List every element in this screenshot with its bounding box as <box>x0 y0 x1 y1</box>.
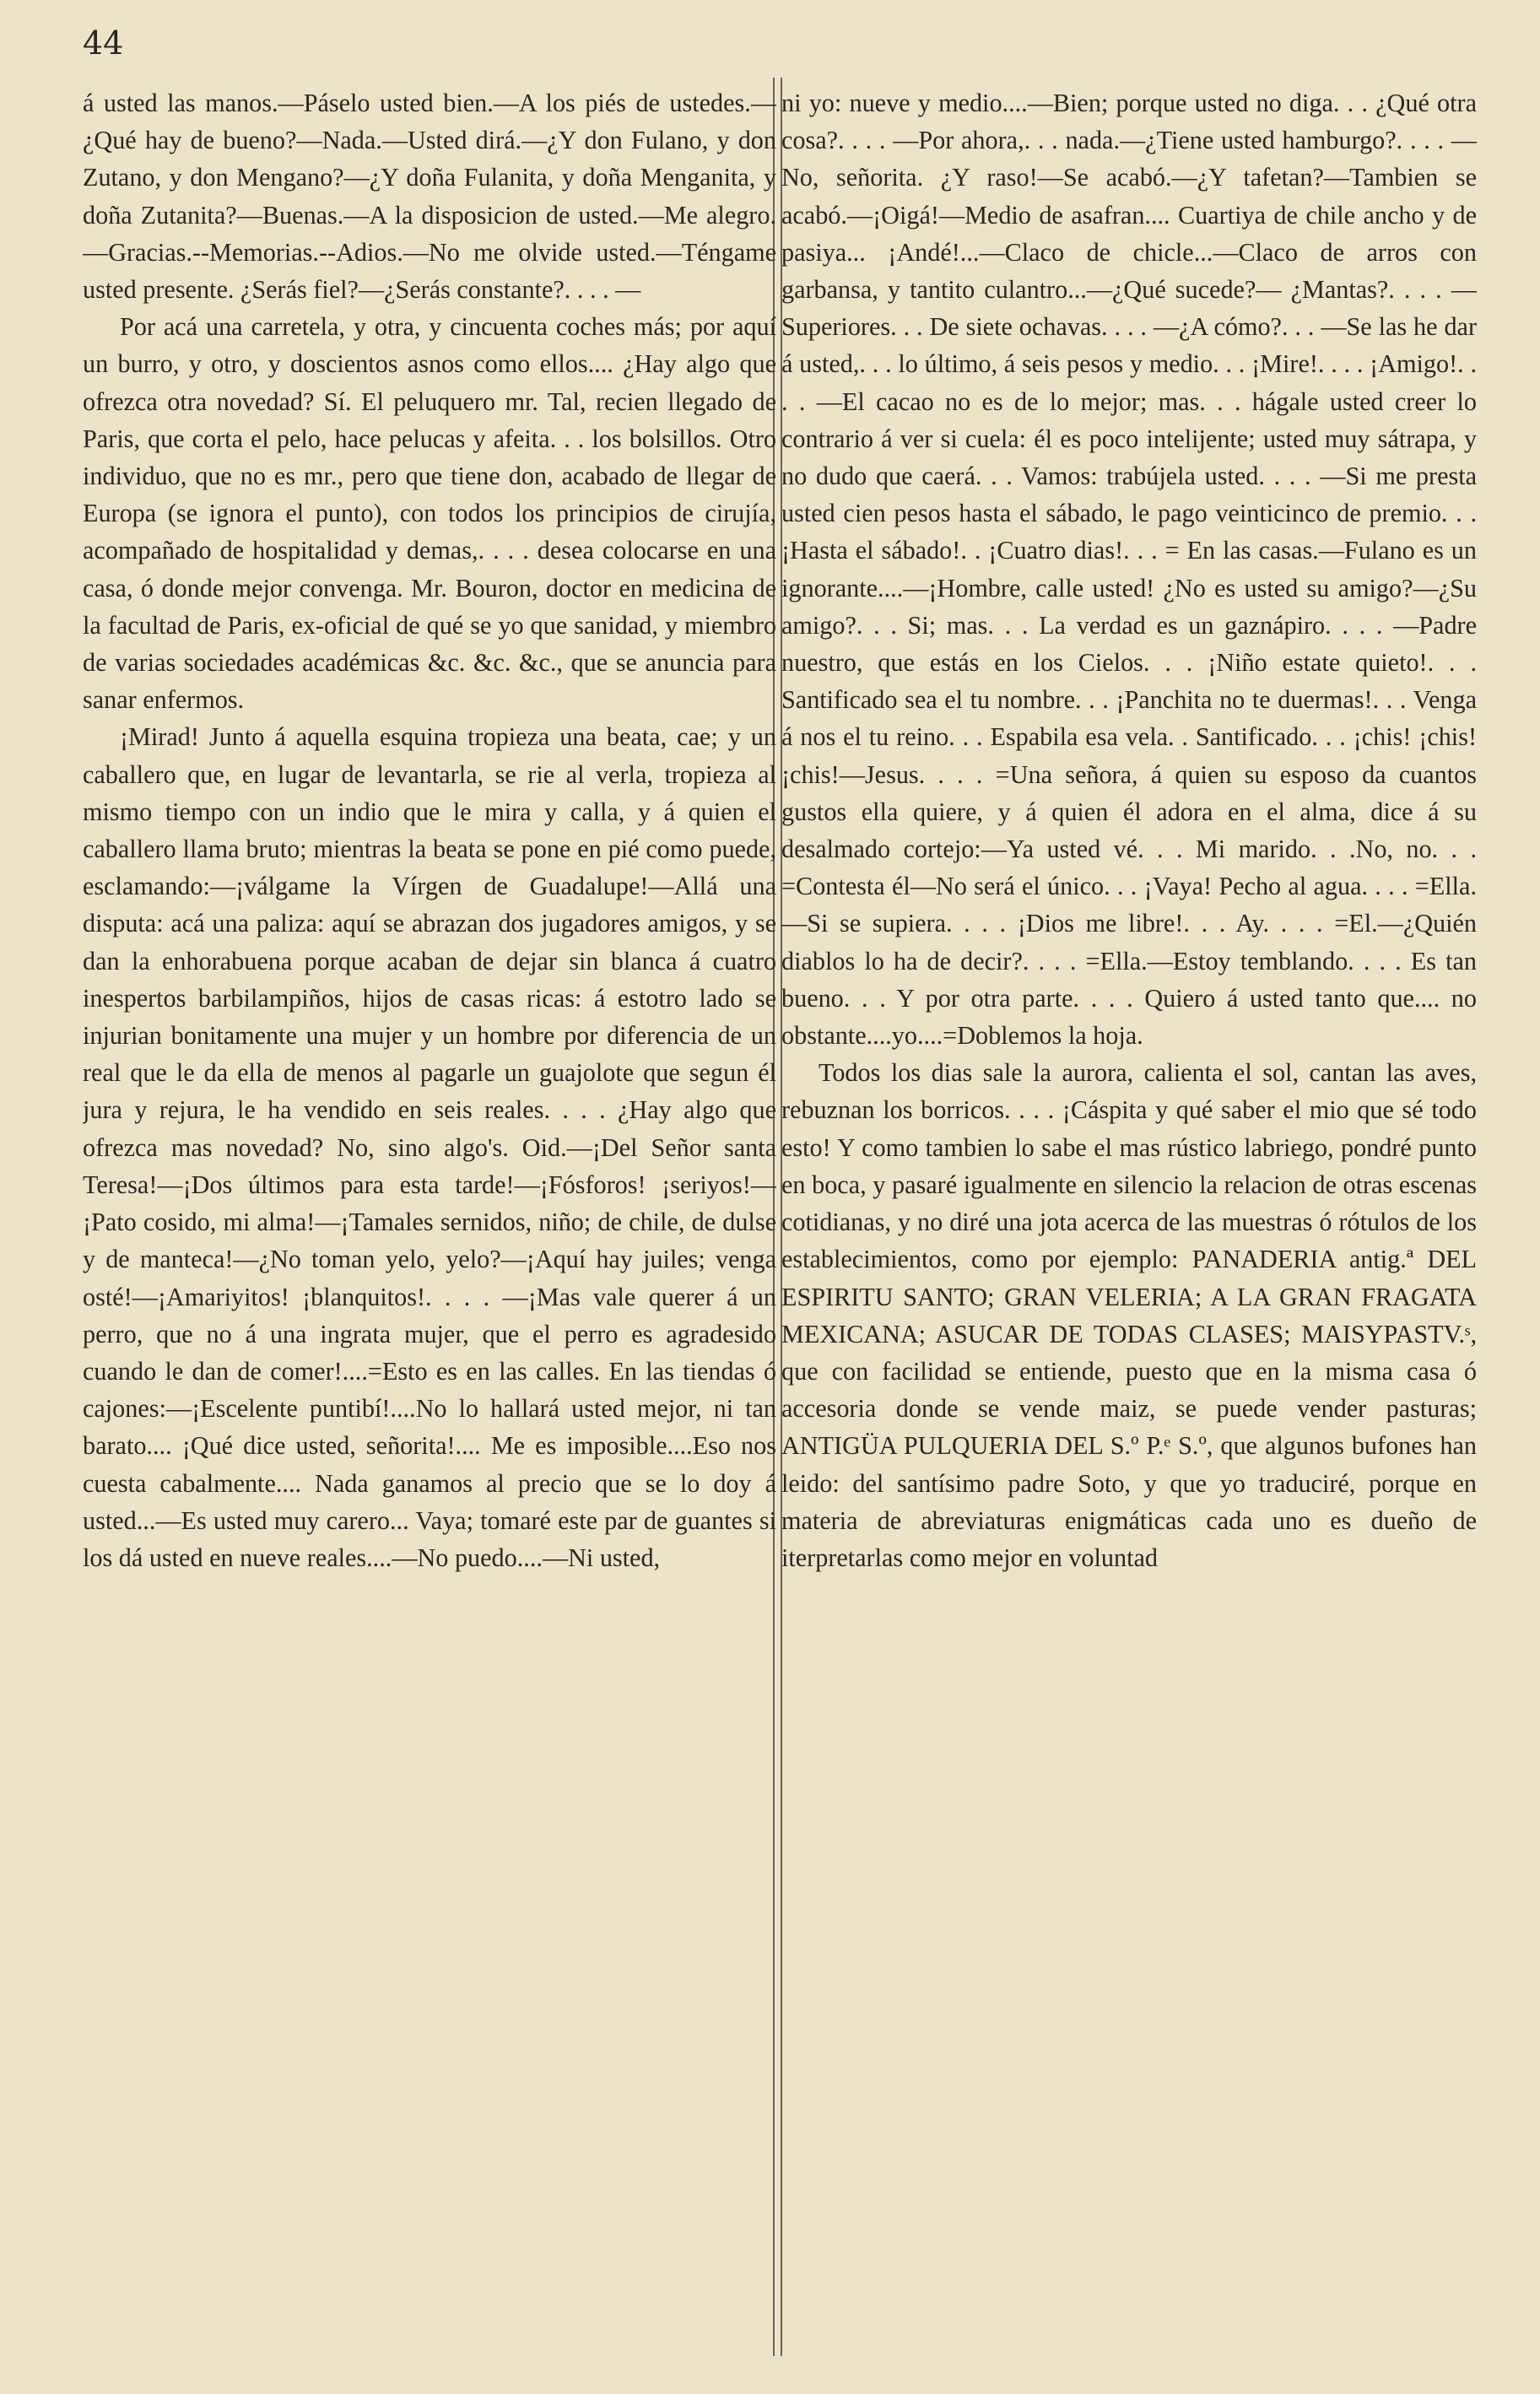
left-paragraph-2: Por acá una carretela, y otra, y cincuenta coches más; por aquí un burro, y otro, y doscientos asnos como ellos.... ¿Hay algo que ofrezca otra novedad? Sí. El peluquero mr. Tal, recien llegado de Paris, que corta el pelo, hace pelucas y afeita. . . los bolsillos. Otro individuo, que no es mr., pero que tiene don, acabado de llegar de Europa (se ignora el punto), con todos los principios de cirujía, acompañado de hospitalidad y demas,. . . . desea colocarse en una casa, ó donde mejor convenga. Mr. Bouron, doctor en medicina de la facultad de Paris, ex-oficial de qué se yo que sanidad, y miembro de varias sociedades académicas &c. &c. &c., que se anuncia para sanar enfermos. <box>83 312 776 715</box>
page-number: 44 <box>83 24 124 62</box>
right-paragraph-1: ni yo: nueve y medio....—Bien; porque usted no diga. . . ¿Qué otra cosa?. . . . —Por ahora,. . . nada.—¿Tiene usted hamburgo?. . . . —No, señorita. ¿Y raso!—Se acabó.—¿Y tafetan?—Tambien se acabó.—¡Oigá!—Medio de asafran.... Cuartiya de chile ancho y de pasiya... ¡Andé!...—Claco de chicle...—Claco de arros con garbansa, y tantito culantro...—¿Qué sucede?— ¿Mantas?. . . . —Superiores. . . De siete ochavas. . . . —¿A cómo?. . . —Se las he dar á usted,. . . lo último, á seis pesos y medio. . . ¡Mire!. . . . ¡Amigo!. . . . —El cacao no es de lo mejor; mas. . . hágale usted creer lo contrario á ver si cuela: él es poco intelijente; usted muy sátrapa, y no dudo que caerá. . . Vamos: trabújela usted. . . . —Si me presta usted cien pesos hasta el sábado, le pago veinticinco de premio. . . ¡Hasta el sábado!. . ¡Cuatro dias!. . . = En las casas.—Fulano es un ignorante....—¡Hombre, calle usted! ¿No es usted su amigo?—¿Su amigo?. . . Si; mas. . . La verdad es un gaznápiro. . . . —Padre nuestro, que estás en los Cielos. . . ¡Niño estate quieto!. . . Santificado sea el tu nombre. . . ¡Panchita no te duermas!. . . Venga á nos el tu reino. . . Espabila esa vela. . Santificado. . . ¡chis! ¡chis! ¡chis!—Jesus. . . . =Una señora, á quien su esposo da cuantos gustos ella quiere, y á quien él adora en el alma, dice á su desalmado cortejo:—Ya usted vé. . . Mi marido. . .No, no. . . =Contesta él—No será el único. . . ¡Vaya! Pecho al agua. . . . =Ella.—Si se supiera. . . . ¡Dios me libre!. . . Ay. . . . =El.—¿Quién diablos lo ha de decir?. . . . =Ella.—Estoy temblando. . . . Es tan bueno. . . Y por otra parte. . . . Quiero á usted tanto que.... no obstante....yo....=Doblemos la hoja. <box>781 89 1477 1051</box>
right-paragraph-2: Todos los dias sale la aurora, calienta el sol, cantan las aves, rebuznan los borricos. . . . ¡Cáspita y qué saber el mio que sé todo esto! Y como tambien lo sabe el mas rústico labriego, pondré punto en boca, y pasaré igualmente en silencio la relacion de otras escenas cotidianas, y no diré una jota acerca de las muestras ó rótulos de los establecimientos, como por ejemplo: PANADERIA antig.ª DEL ESPIRITU SANTO; GRAN VELERIA; A LA GRAN FRAGATA MEXICANA; ASUCAR DE TODAS CLASES; MAISYPASTV.ˢ, que con facilidad se entiende, puesto que en la misma casa ó accesoria donde se vende maiz, se puede vender pasturas; ANTIGÜA PULQUERIA DEL S.º P.ᵉ S.º, que algunos bufones han leido: del santísimo padre Soto, y que yo traduciré, porque en materia de abreviaturas enigmáticas cada uno es dueño de iterpretarlas como mejor en voluntad <box>781 1058 1477 1572</box>
right-column <box>776 84 1477 2363</box>
left-column <box>83 84 776 2363</box>
left-paragraph-1: á usted las manos.—Páselo usted bien.—A los piés de ustedes.—¿Qué hay de bueno?—Nada.—Usted dirá.—¿Y don Fulano, y don Zutano, y don Mengano?—¿Y doña Fulanita, y doña Menganita, y doña Zutanita?—Buenas.—A la disposicion de usted.—Me alegro.—Gracias.--Memorias.--Adios.—No me olvide usted.—Téngame usted presente. ¿Serás fiel?—¿Serás constante?. . . . — <box>83 89 776 305</box>
left-paragraph-3: ¡Mirad! Junto á aquella esquina tropieza una beata, cae; y un caballero que, en lugar de levantarla, se rie al verla, tropieza al mismo tiempo con un indio que le mira y calla, y á quien el caballero llama bruto; mientras la beata se pone en pié como puede, esclamando:—¡válgame la Vírgen de Guadalupe!—Allá una disputa: acá una paliza: aquí se abrazan dos jugadores amigos, y se dan la enhorabuena porque acaban de dejar sin blanca á cuatro inespertos barbilampiños, hijos de casas ricas: á estotro lado se injurian bonitamente una mujer y un hombre por diferencia de un real que le da ella de menos al pagarle un guajolote que segun él jura y rejura, le ha vendido en seis reales. . . . ¿Hay algo que ofrezca mas novedad? No, sino algo's. Oid.—¡Del Señor santa Teresa!—¡Dos últimos para esta tarde!—¡Fósforos! ¡seriyos!—¡Pato cosido, mi alma!—¡Tamales sernidos, niño; de chile, de dulse y de manteca!—¿No toman yelo, yelo?—¡Aquí hay juiles; venga osté!—¡Amariyitos! ¡blanquitos!. . . . —¡Mas vale querer á un perro, que no á una ingrata mujer, que el perro es agradesido cuando le dan de comer!....=Esto es en las calles. En las tiendas ó cajones:—¡Escelente puntibí!....No lo hallará usted mejor, ni tan barato.... ¡Qué dice usted, señorita!.... Me es imposible....Eso nos cuesta cabalmente.... Nada ganamos al precio que se lo doy á usted...—Es usted muy carero... Vaya; tomaré este par de guantes si los dá usted en nueve reales....—No puedo....—Ni usted, <box>83 722 776 1572</box>
